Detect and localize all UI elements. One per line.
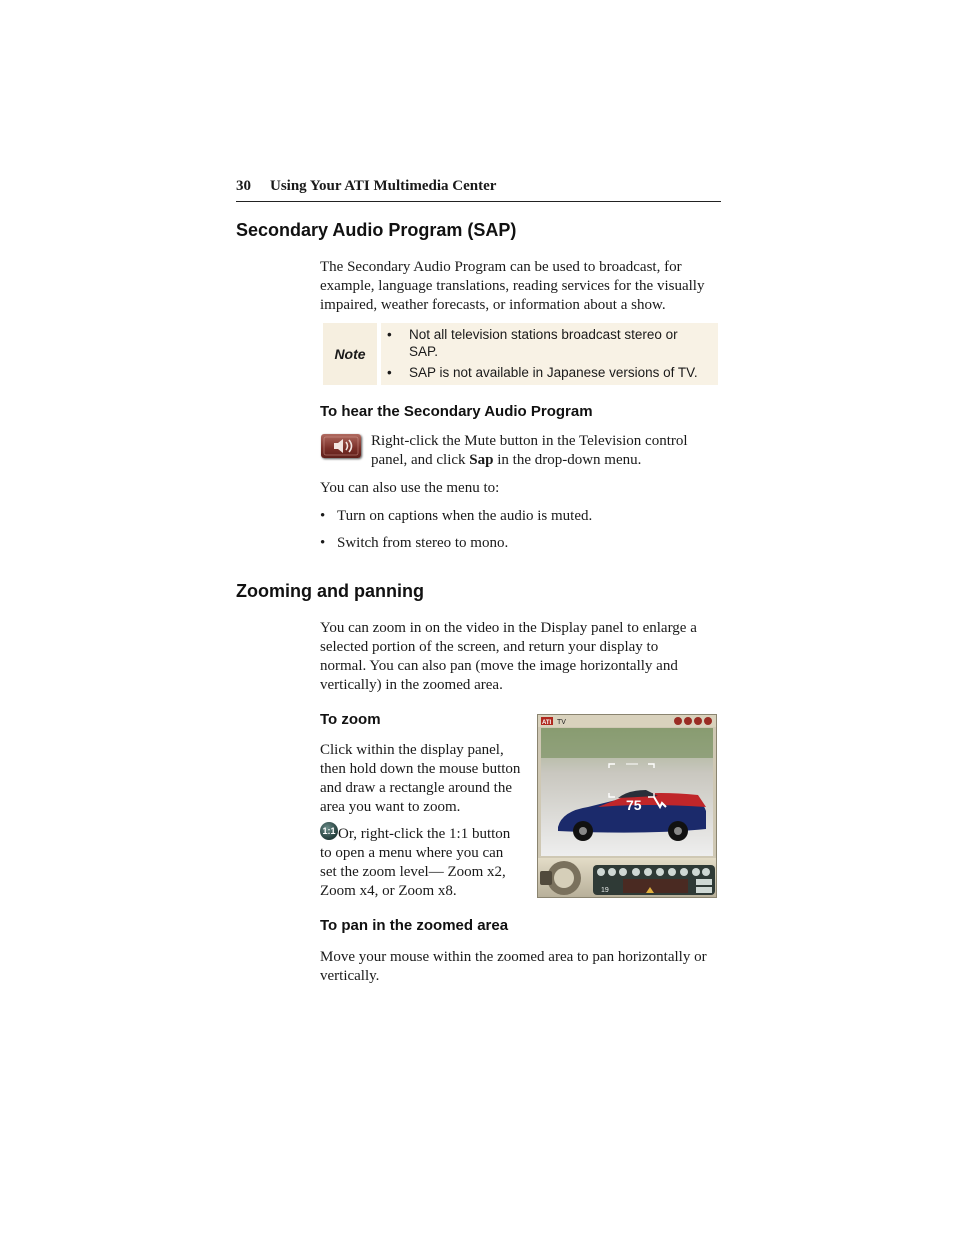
text-line: example, language translations, reading services for the visually — [320, 278, 705, 294]
text-line: Right-click the Mute button in the Television control — [371, 433, 688, 449]
section-heading-sap: Secondary Audio Program (SAP) — [236, 220, 517, 240]
text-line: normal. You can also pan (move the image horizontally and — [320, 658, 678, 674]
procedure-heading-sap: To hear the Secondary Audio Program — [320, 403, 593, 420]
text-line: Move your mouse within the zoomed area to pan horizontally or — [320, 949, 707, 965]
text-line: then hold down the mouse button — [320, 761, 521, 777]
procedure-heading-pan: To pan in the zoomed area — [320, 917, 509, 934]
text-line: panel, and click Sap in the drop-down menu. — [371, 452, 642, 468]
bullet: • — [387, 365, 392, 380]
text-line: The Secondary Audio Program can be used to broadcast, for — [320, 259, 682, 275]
note-content — [381, 323, 718, 385]
text-line: Or, right-click the 1:1 button — [338, 826, 511, 842]
sap-intro — [320, 258, 720, 315]
page-number: 30 — [236, 178, 251, 194]
text-line: vertically. — [320, 968, 380, 984]
mute-button-icon — [321, 434, 361, 458]
sap-menu-item-term: Sap — [469, 452, 494, 468]
note-item — [385, 326, 710, 360]
text-line: to open a menu where you can — [320, 845, 504, 861]
channel-number: 19 — [601, 887, 609, 894]
text-line: Zoom x4, or Zoom x8. — [320, 883, 457, 899]
chapter-title: Using Your ATI Multimedia Center — [270, 178, 497, 194]
note-item — [385, 364, 710, 381]
zoom-instructions — [320, 741, 530, 817]
text-line: and draw a rectangle around the — [320, 780, 512, 796]
car-number: 75 — [626, 797, 642, 813]
note-text: SAP. — [409, 344, 439, 359]
list-item: • Switch from stereo to mono. — [320, 535, 509, 551]
list-item: • Turn on captions when the audio is muted. — [320, 508, 593, 524]
procedure-heading-zoom: To zoom — [320, 711, 381, 728]
note-label: Note — [323, 323, 377, 385]
text-line: area you want to zoom. — [320, 799, 461, 815]
text-line: Click within the display panel, — [320, 742, 504, 758]
section-heading-zoom: Zooming and panning — [236, 581, 424, 601]
tv-window-screenshot — [537, 714, 717, 898]
ati-logo-text: ATI — [542, 720, 552, 726]
note-text: SAP is not available in Japanese versions of TV. — [409, 365, 698, 380]
pan-instructions — [320, 948, 720, 986]
text-line: vertically) in the zoomed area. — [320, 677, 503, 693]
menu-intro: You can also use the menu to: — [320, 480, 500, 496]
text-line: impaired, weather forecasts, or information about a show. — [320, 297, 666, 313]
zoom-menu-instructions — [320, 825, 530, 901]
bullet: • — [387, 327, 392, 342]
note-box — [323, 323, 718, 385]
text-line: set the zoom level— Zoom x2, — [320, 864, 506, 880]
zoom-intro — [320, 619, 720, 695]
procedure-text-sap — [371, 432, 721, 470]
tv-window-title: TV — [557, 719, 566, 726]
text-line: You can zoom in on the video in the Display panel to enlarge a — [320, 620, 697, 636]
running-header — [236, 176, 721, 202]
text-line: selected portion of the screen, and return your display to — [320, 639, 659, 655]
zoom-one-to-one-icon: 1:1 — [320, 822, 338, 840]
note-text: Not all television stations broadcast stereo or — [409, 327, 678, 342]
